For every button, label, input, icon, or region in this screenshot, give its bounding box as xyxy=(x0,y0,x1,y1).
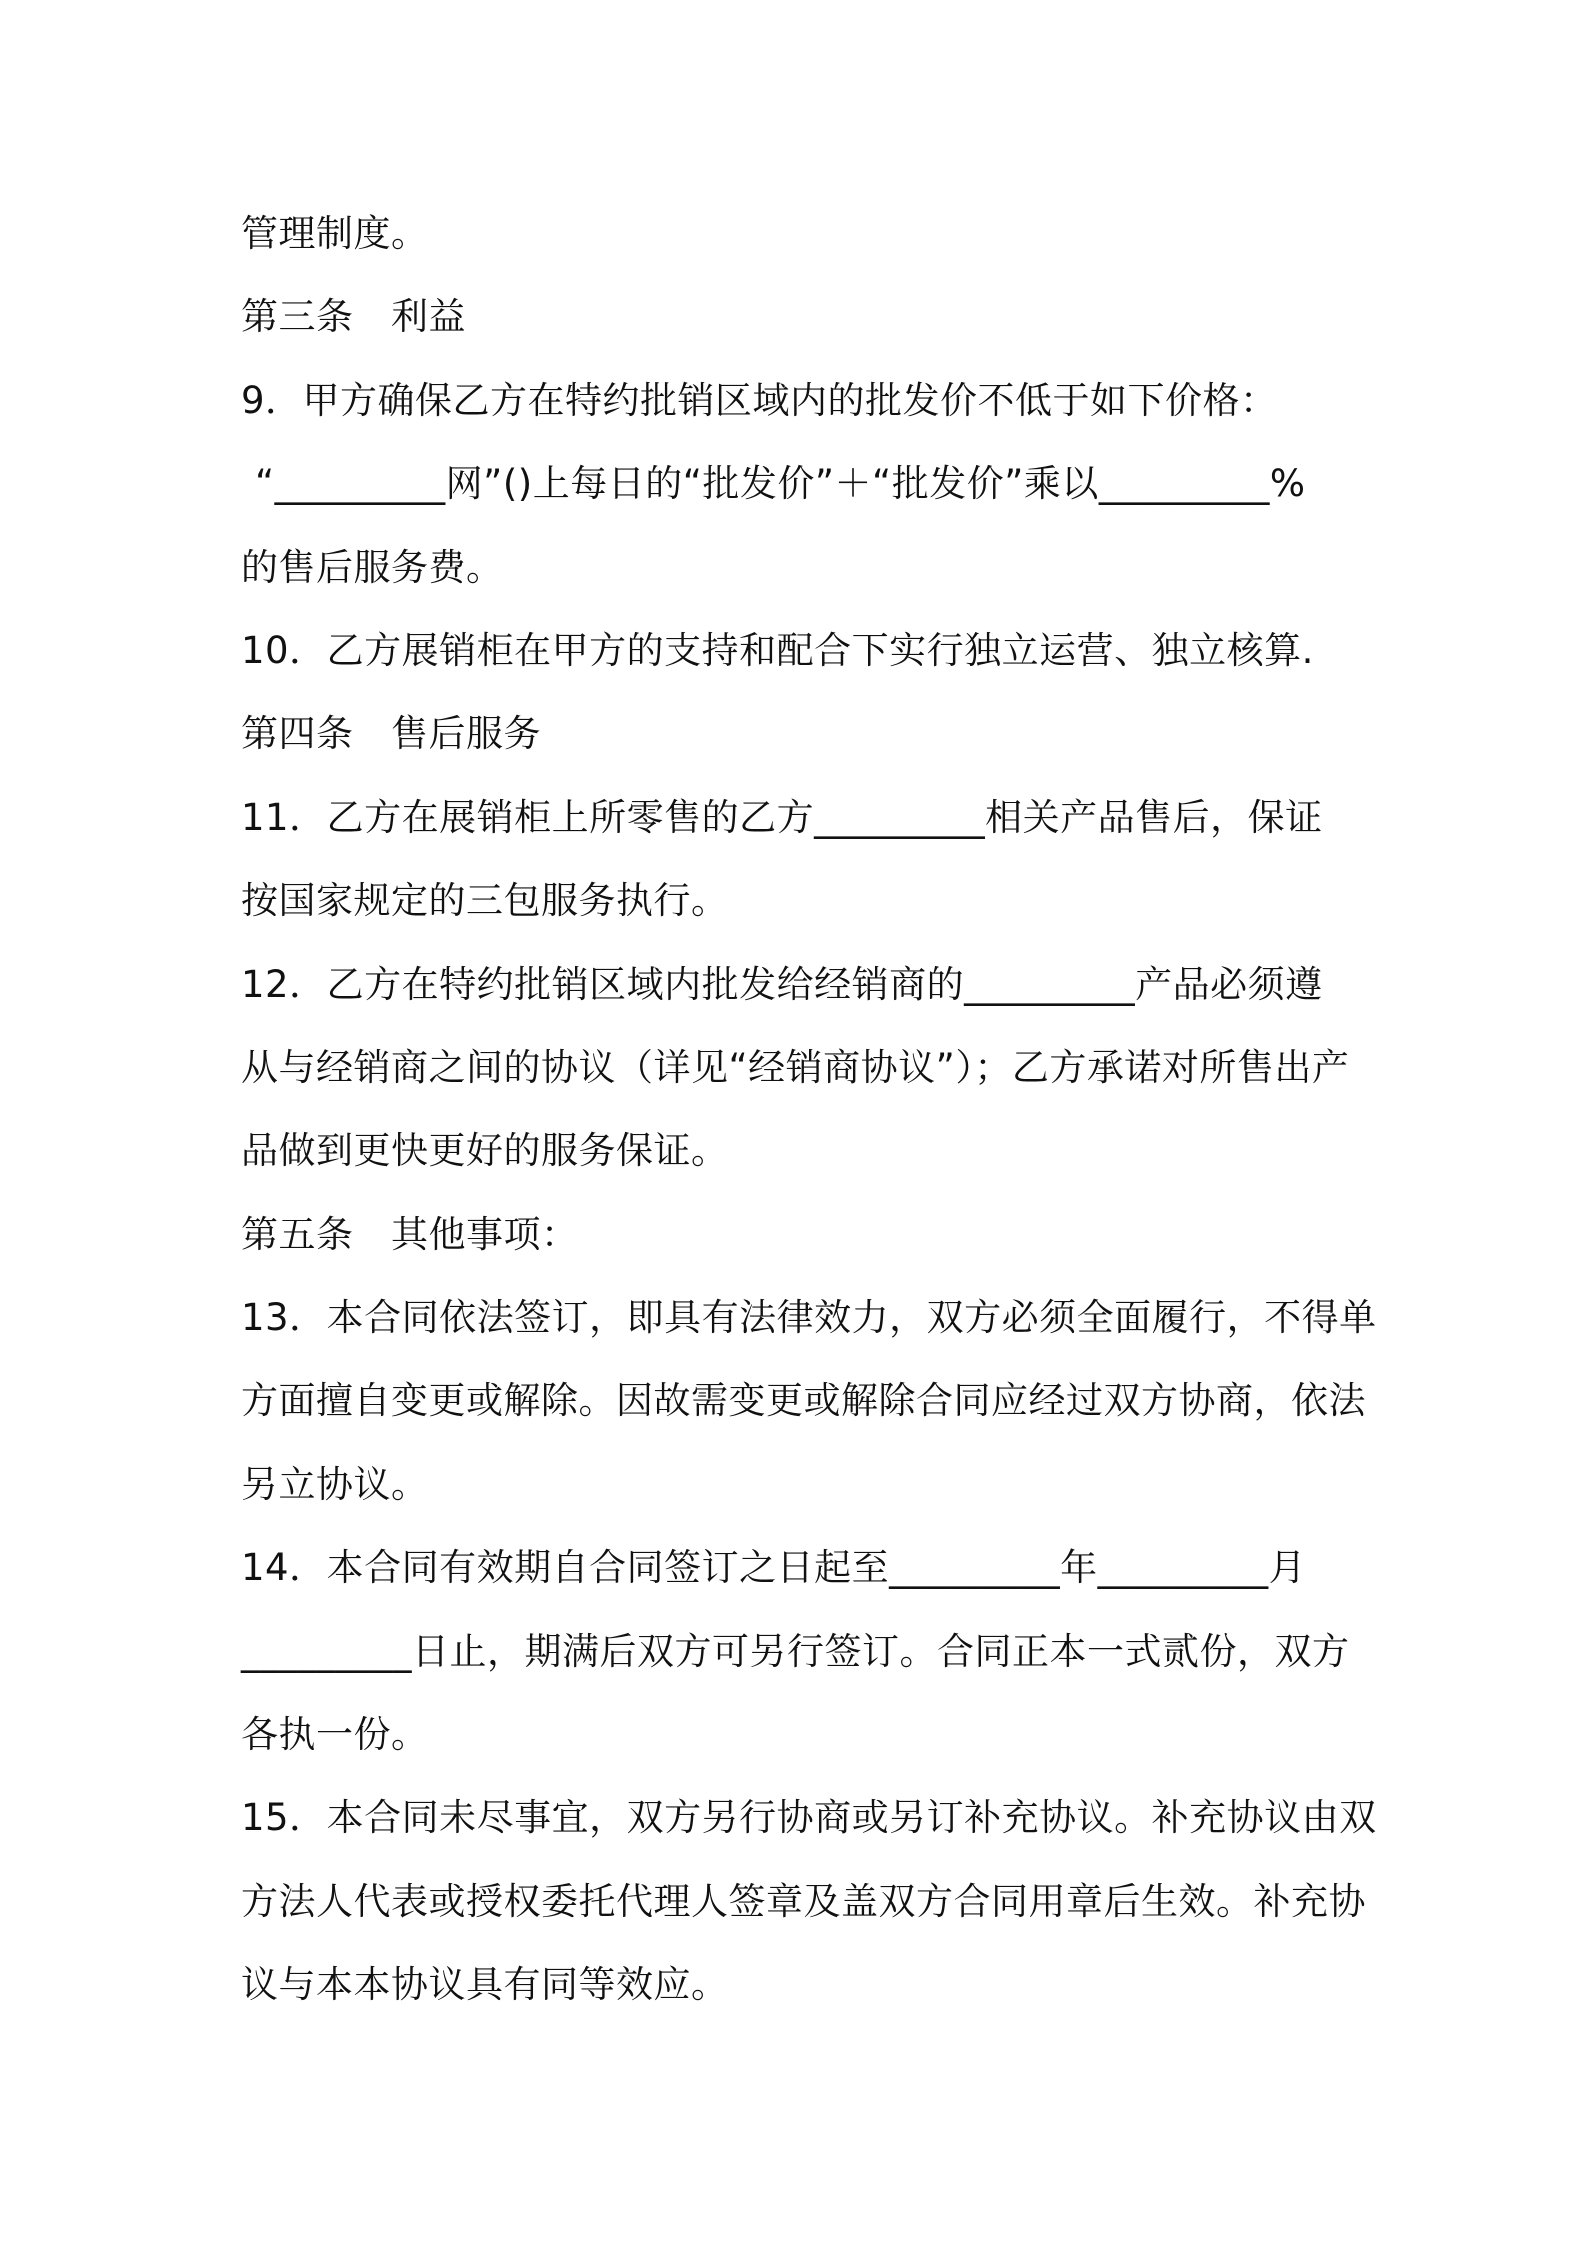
article-five-heading: 第五条 其他事项： xyxy=(241,1212,579,1256)
clause-10: 10．乙方展销柜在甲方的支持和配合下实行独立运营、独立核算. xyxy=(241,628,1314,672)
clause-14-line-3: 各执一份。 xyxy=(241,1713,429,1757)
clause-11-line-1: 11．乙方在展销柜上所零售的乙方_________相关产品售后，保证 xyxy=(241,795,1323,839)
clause-13-line-2: 方面擅自变更或解除。因故需变更或解除合同应经过双方协商，依法 xyxy=(241,1379,1366,1423)
clause-14-line-2: _________日止，期满后双方可另行签订。合同正本一式贰份，双方 xyxy=(241,1629,1350,1673)
clause-9-line-3: 的售后服务费。 xyxy=(241,545,504,589)
article-three-heading: 第三条 利益 xyxy=(241,295,466,339)
clause-9-line-1: 9．甲方确保乙方在特约批销区域内的批发价不低于如下价格： xyxy=(241,378,1278,422)
clause-11-line-2: 按国家规定的三包服务执行。 xyxy=(241,879,729,923)
clause-12-line-3: 品做到更快更好的服务保证。 xyxy=(241,1129,729,1173)
clause-12-line-2: 从与经销商之间的协议（详见“经销商协议”）；乙方承诺对所售出产 xyxy=(241,1045,1350,1089)
clause-15-line-2: 方法人代表或授权委托代理人签章及盖双方合同用章后生效。补充协 xyxy=(241,1879,1366,1923)
text-line-management-system: 管理制度。 xyxy=(241,212,429,255)
clause-13-line-1: 13．本合同依法签订，即具有法律效力，双方必须全面履行，不得单 xyxy=(241,1296,1377,1340)
contract-text-column xyxy=(241,192,1377,2027)
clause-15-line-3: 议与本本协议具有同等效应。 xyxy=(241,1963,729,2007)
clause-9-line-2: “_________网”()上每日的“批发价”＋“批发价”乘以_________% xyxy=(255,462,1306,506)
article-four-heading: 第四条 售后服务 xyxy=(241,712,541,756)
clause-12-line-1: 12．乙方在特约批销区域内批发给经销商的_________产品必须遵 xyxy=(241,962,1323,1006)
clause-14-line-1: 14．本合同有效期自合同签订之日起至_________年_________月 xyxy=(241,1546,1307,1590)
clause-13-line-3: 另立协议。 xyxy=(241,1462,429,1506)
clause-15-line-1: 15．本合同未尽事宜，双方另行协商或另订补充协议。补充协议由双 xyxy=(241,1796,1377,1840)
